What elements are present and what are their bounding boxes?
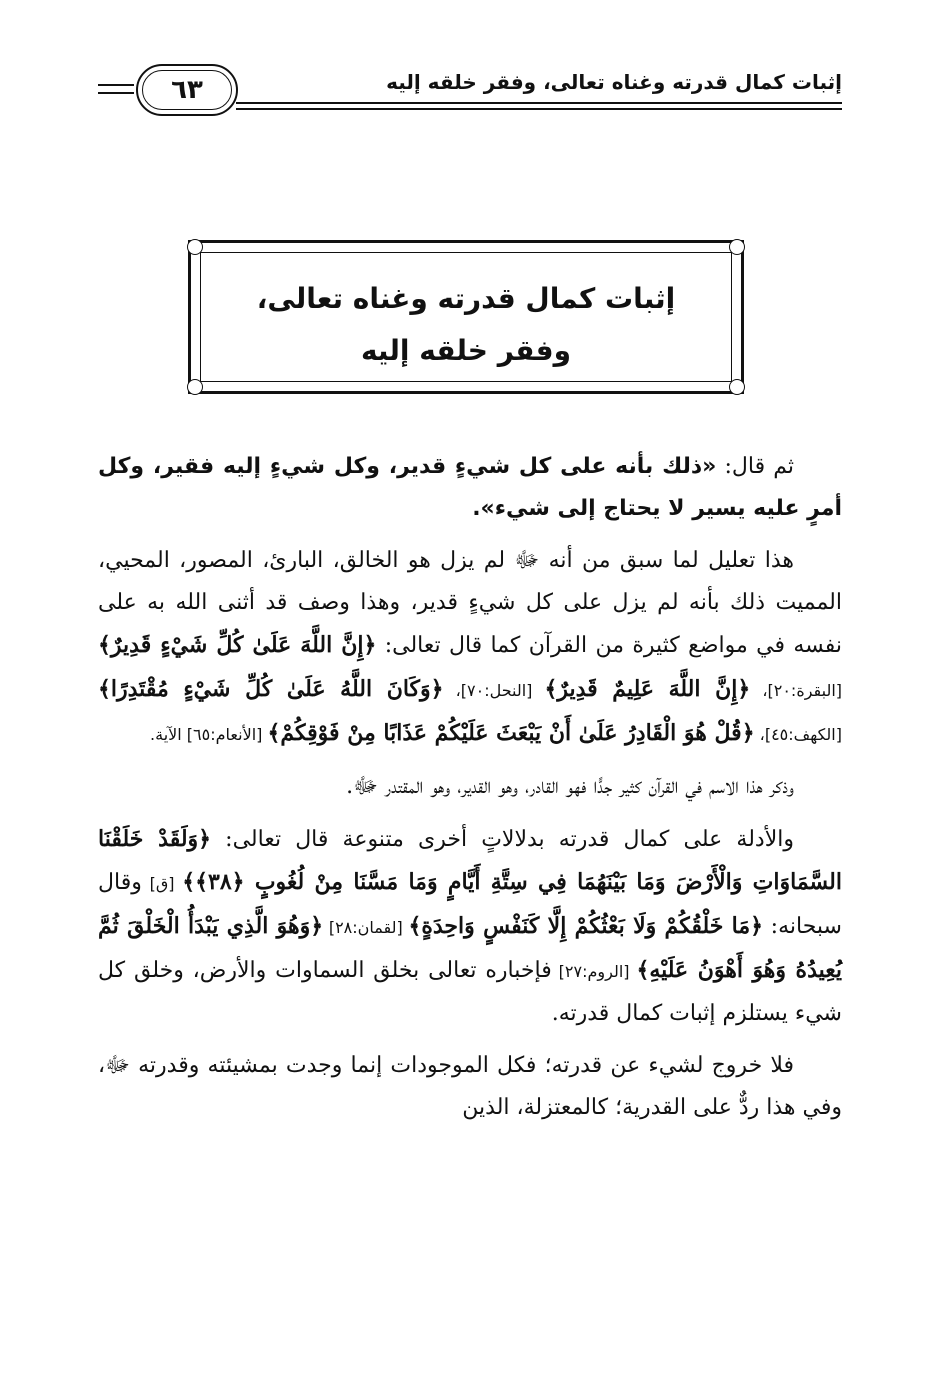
frame-corner-ornament xyxy=(187,379,203,395)
paragraph-4 xyxy=(98,818,842,1035)
p1-quoted-text: «ذلك بأنه على كل شيءٍ قدير، وكل شيءٍ إليه فقير، وكل أمرٍ عليه يسير لا يحتاج إلى شيء». xyxy=(98,454,842,521)
chapter-title xyxy=(191,273,741,377)
header-rule-top xyxy=(98,84,134,86)
quran-verse: ﴿وَكَانَ اللَّهُ عَلَىٰ كُلِّ شَيْءٍ مُقْتَدِرًا﴾ xyxy=(98,676,444,702)
header-rule-right-bottom xyxy=(236,108,842,110)
paragraph-2 xyxy=(98,540,842,756)
verse-reference: [الأنعام:٦٥] الآية. xyxy=(150,725,268,744)
page-number: ٦٣ xyxy=(171,75,203,105)
verse-reference: [لقمان:٢٨] xyxy=(323,918,409,937)
p2-text: هذا تعليل لما سبق من أنه ﷻ لم يزل هو الخالق، البارئ، المصور، المحيي، المميت ذلك بأنه لم يزل على كل شيءٍ قدير، وهذا وصف قد أثنى الله به على نفسه في مواضع كثيرة من القرآن كما قال تعالى: xyxy=(98,548,842,658)
page-header xyxy=(98,62,842,120)
frame-corner-ornament xyxy=(187,239,203,255)
body-text xyxy=(98,446,842,1139)
quran-verse: ﴿إِنَّ اللَّهَ عَلَىٰ كُلِّ شَيْءٍ قَدِيرٌ﴾ xyxy=(98,632,377,658)
quran-verse: ﴿إِنَّ اللَّهَ عَلِيمٌ قَدِيرٌ﴾ xyxy=(544,676,751,702)
p4-text: والأدلة على كمال قدرته بدلالاتٍ أخرى متنوعة قال تعالى: xyxy=(211,827,794,852)
verse-reference: [الروم:٢٧] xyxy=(551,962,637,981)
p1-intro: ثم قال: xyxy=(716,454,794,479)
paragraph-5: فلا خروج لشيء عن قدرته؛ فكل الموجودات إنما وجدت بمشيئته وقدرته ﷻ، وفي هذا ردٌّ على القدرية؛ كالمعتزلة، الذين xyxy=(98,1053,842,1120)
running-title: إثبات كمال قدرته وغناه تعالى، وفقر خلقه إليه xyxy=(386,70,842,94)
page-number-badge xyxy=(136,64,238,116)
paragraph-3: وذكر هذا الاسم في القرآن كثير جدًّا فهو القادر، وهو القدير، وهو المقتدر ﷻ. xyxy=(346,774,794,799)
quran-verse: ﴿قُلْ هُوَ الْقَادِرُ عَلَىٰ أَنْ يَبْعَثَ عَلَيْكُمْ عَذَابًا مِنْ فَوْقِكُمْ﴾ xyxy=(267,720,755,746)
verse-reference: [الكهف:٤٥]، xyxy=(754,725,842,744)
quran-verse: ﴿مَا خَلْقُكُمْ وَلَا بَعْثُكُمْ إِلَّا كَنَفْسٍ وَاحِدَةٍ﴾ xyxy=(408,913,764,939)
paragraph-1 xyxy=(98,446,842,530)
quran-verse: ﴿وَهُوَ الَّذِي يَبْدَأُ الْخَلْقَ ثُمَّ يُعِيدُهُ وَهُوَ أَهْوَنُ عَلَيْهِ﴾ xyxy=(98,913,842,983)
verse-reference: [البقرة:٢٠]، xyxy=(750,681,843,700)
verse-reference: [ق] xyxy=(141,874,183,893)
quran-verse: ﴿وَلَقَدْ خَلَقْنَا السَّمَاوَاتِ وَالْأَرْضَ وَمَا بَيْنَهُمَا فِي سِتَّةِ أَيَّامٍ وَمَا مَسَّنَا مِنْ لُغُوبٍ ﴿٣٨﴾﴾ xyxy=(98,826,842,895)
chapter-title-frame xyxy=(188,240,744,394)
p4-text: فإخباره تعالى بخلق السماوات والأرض، وخلق كل شيء يستلزم إثبات كمال قدرته. xyxy=(98,958,842,1026)
header-rule-right-top xyxy=(236,102,842,104)
header-rule-bottom xyxy=(98,92,134,94)
chapter-title-line1: إثبات كمال قدرته وغناه تعالى، xyxy=(256,282,676,315)
frame-corner-ornament xyxy=(729,239,745,255)
p4-text: وقال سبحانه: xyxy=(98,870,842,939)
chapter-title-line2: وفقر خلقه إليه xyxy=(360,334,572,367)
frame-corner-ornament xyxy=(729,379,745,395)
verse-reference: [النحل:٧٠]، xyxy=(443,681,545,700)
